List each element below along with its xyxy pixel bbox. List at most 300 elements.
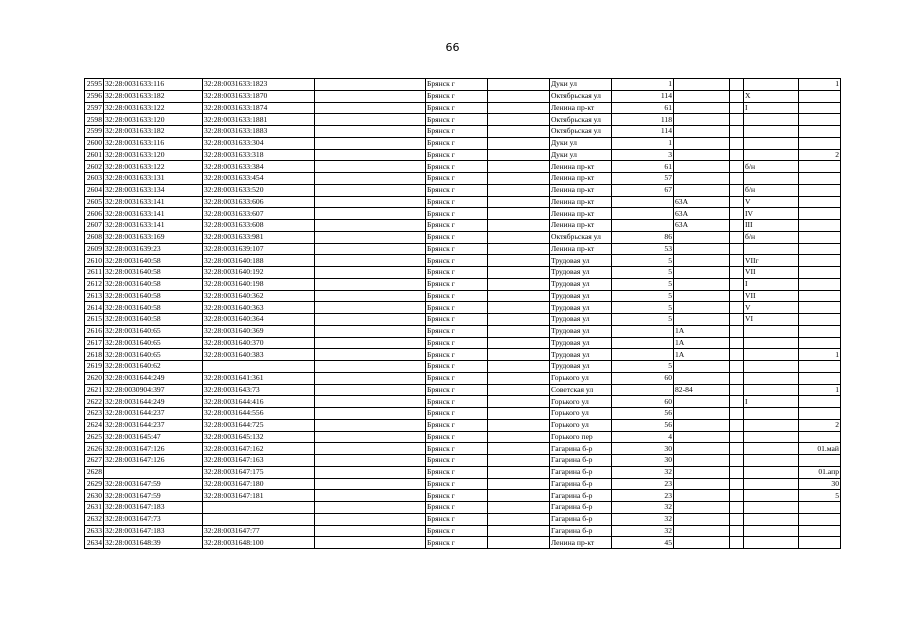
room-number-cell: V (744, 302, 799, 314)
object-number-cell (203, 513, 315, 525)
city-cell: Брянск г (426, 114, 488, 126)
house-letter-cell (674, 431, 730, 443)
city-cell: Брянск г (426, 513, 488, 525)
parcel-number-cell: 32:28:0031633:116 (104, 137, 203, 149)
room-number-cell (744, 149, 799, 161)
col-4-cell (315, 220, 426, 232)
house-number-cell: 53 (612, 243, 674, 255)
apartment-cell (799, 290, 841, 302)
col-6-cell (488, 384, 550, 396)
row-number-cell: 2616 (85, 325, 104, 337)
col-4-cell (315, 443, 426, 455)
house-letter-cell (674, 513, 730, 525)
apartment-cell (799, 302, 841, 314)
street-cell: Дуки ул (550, 79, 612, 91)
col-10-cell (730, 455, 744, 467)
row-number-cell: 2603 (85, 173, 104, 185)
object-number-cell: 32:28:0031647:181 (203, 490, 315, 502)
city-cell: Брянск г (426, 325, 488, 337)
house-letter-cell (674, 419, 730, 431)
city-cell: Брянск г (426, 79, 488, 91)
house-number-cell: 5 (612, 255, 674, 267)
row-number-cell: 2619 (85, 361, 104, 373)
row-number-cell: 2598 (85, 114, 104, 126)
house-number-cell: 60 (612, 372, 674, 384)
table-row (85, 384, 841, 396)
room-number-cell: V (744, 196, 799, 208)
col-6-cell (488, 126, 550, 138)
table-row (85, 220, 841, 232)
apartment-cell (799, 243, 841, 255)
object-number-cell: 32:28:0031640:364 (203, 314, 315, 326)
house-letter-cell (674, 478, 730, 490)
object-number-cell: 32:28:0031633:384 (203, 161, 315, 173)
row-number-cell: 2628 (85, 466, 104, 478)
parcel-number-cell: 32:28:0031640:65 (104, 325, 203, 337)
house-number-cell (612, 325, 674, 337)
col-4-cell (315, 267, 426, 279)
table-row (85, 149, 841, 161)
apartment-cell: 2 (799, 149, 841, 161)
col-4-cell (315, 478, 426, 490)
object-number-cell: 32:28:0031633:1823 (203, 79, 315, 91)
col-4-cell (315, 349, 426, 361)
table-row (85, 243, 841, 255)
apartment-cell (799, 372, 841, 384)
col-6-cell (488, 208, 550, 220)
parcel-number-cell: 32:28:0031633:182 (104, 126, 203, 138)
apartment-cell (799, 337, 841, 349)
house-number-cell: 1 (612, 137, 674, 149)
room-number-cell (744, 537, 799, 549)
row-number-cell: 2612 (85, 278, 104, 290)
street-cell: Трудовая ул (550, 290, 612, 302)
parcel-number-cell: 32:28:0031640:62 (104, 361, 203, 373)
street-cell: Трудовая ул (550, 314, 612, 326)
room-number-cell: б/н (744, 184, 799, 196)
col-10-cell (730, 290, 744, 302)
house-number-cell: 5 (612, 302, 674, 314)
row-number-cell: 2611 (85, 267, 104, 279)
city-cell: Брянск г (426, 361, 488, 373)
col-4-cell (315, 278, 426, 290)
house-number-cell: 118 (612, 114, 674, 126)
parcel-number-cell: 32:28:0031647:183 (104, 525, 203, 537)
apartment-cell (799, 278, 841, 290)
apartment-cell (799, 126, 841, 138)
parcel-number-cell: 32:28:0031640:58 (104, 278, 203, 290)
house-letter-cell (674, 173, 730, 185)
col-4-cell (315, 173, 426, 185)
apartment-cell (799, 184, 841, 196)
city-cell: Брянск г (426, 126, 488, 138)
col-6-cell (488, 478, 550, 490)
street-cell: Ленина пр-кт (550, 537, 612, 549)
object-number-cell: 32:28:0031641:361 (203, 372, 315, 384)
parcel-number-cell: 32:28:0030904:397 (104, 384, 203, 396)
parcel-number-cell: 32:28:0031633:141 (104, 196, 203, 208)
city-cell: Брянск г (426, 502, 488, 514)
table-row (85, 490, 841, 502)
apartment-cell (799, 231, 841, 243)
col-10-cell (730, 325, 744, 337)
apartment-cell (799, 114, 841, 126)
parcel-number-cell: 32:28:0031640:65 (104, 337, 203, 349)
apartment-cell (799, 102, 841, 114)
row-number-cell: 2621 (85, 384, 104, 396)
street-cell: Ленина пр-кт (550, 173, 612, 185)
city-cell: Брянск г (426, 196, 488, 208)
apartment-cell (799, 325, 841, 337)
row-number-cell: 2617 (85, 337, 104, 349)
col-10-cell (730, 231, 744, 243)
house-number-cell: 60 (612, 396, 674, 408)
street-cell: Октябрьская ул (550, 231, 612, 243)
col-4-cell (315, 455, 426, 467)
col-4-cell (315, 149, 426, 161)
col-10-cell (730, 149, 744, 161)
row-number-cell: 2597 (85, 102, 104, 114)
apartment-cell: 2 (799, 419, 841, 431)
apartment-cell (799, 90, 841, 102)
col-4-cell (315, 384, 426, 396)
street-cell: Ленина пр-кт (550, 196, 612, 208)
street-cell: Гагарина б-р (550, 455, 612, 467)
room-number-cell: I (744, 278, 799, 290)
city-cell: Брянск г (426, 255, 488, 267)
room-number-cell (744, 466, 799, 478)
house-number-cell: 5 (612, 278, 674, 290)
col-6-cell (488, 196, 550, 208)
house-letter-cell (674, 102, 730, 114)
col-6-cell (488, 302, 550, 314)
col-10-cell (730, 79, 744, 91)
object-number-cell: 32:28:0031640:198 (203, 278, 315, 290)
apartment-cell: 1 (799, 349, 841, 361)
col-6-cell (488, 431, 550, 443)
house-number-cell: 32 (612, 502, 674, 514)
city-cell: Брянск г (426, 149, 488, 161)
apartment-cell (799, 502, 841, 514)
street-cell: Гагарина б-р (550, 525, 612, 537)
house-letter-cell (674, 90, 730, 102)
house-letter-cell (674, 149, 730, 161)
table-row (85, 513, 841, 525)
house-letter-cell (674, 466, 730, 478)
col-10-cell (730, 419, 744, 431)
city-cell: Брянск г (426, 243, 488, 255)
col-6-cell (488, 408, 550, 420)
table-row (85, 137, 841, 149)
col-6-cell (488, 231, 550, 243)
apartment-cell (799, 537, 841, 549)
col-6-cell (488, 537, 550, 549)
table-row (85, 126, 841, 138)
row-number-cell: 2595 (85, 79, 104, 91)
row-number-cell: 2604 (85, 184, 104, 196)
parcel-number-cell: 32:28:0031647:183 (104, 502, 203, 514)
house-number-cell: 3 (612, 149, 674, 161)
house-letter-cell (674, 525, 730, 537)
city-cell: Брянск г (426, 478, 488, 490)
street-cell: Горького ул (550, 419, 612, 431)
house-number-cell: 67 (612, 184, 674, 196)
col-4-cell (315, 114, 426, 126)
room-number-cell (744, 337, 799, 349)
house-letter-cell (674, 184, 730, 196)
room-number-cell (744, 455, 799, 467)
row-number-cell: 2601 (85, 149, 104, 161)
street-cell: Гагарина б-р (550, 478, 612, 490)
city-cell: Брянск г (426, 208, 488, 220)
street-cell: Дуки ул (550, 149, 612, 161)
col-6-cell (488, 290, 550, 302)
house-number-cell (612, 349, 674, 361)
apartment-cell: 5 (799, 490, 841, 502)
street-cell: Дуки ул (550, 137, 612, 149)
room-number-cell (744, 361, 799, 373)
col-6-cell (488, 466, 550, 478)
row-number-cell: 2632 (85, 513, 104, 525)
house-letter-cell (674, 137, 730, 149)
object-number-cell: 32:28:0031633:1881 (203, 114, 315, 126)
row-number-cell: 2626 (85, 443, 104, 455)
col-4-cell (315, 208, 426, 220)
room-number-cell (744, 490, 799, 502)
city-cell: Брянск г (426, 431, 488, 443)
street-cell: Ленина пр-кт (550, 220, 612, 232)
room-number-cell (744, 173, 799, 185)
house-number-cell: 5 (612, 314, 674, 326)
col-4-cell (315, 255, 426, 267)
apartment-cell (799, 361, 841, 373)
page-number: 66 (445, 41, 460, 54)
street-cell: Ленина пр-кт (550, 102, 612, 114)
apartment-cell (799, 455, 841, 467)
col-10-cell (730, 314, 744, 326)
street-cell: Трудовая ул (550, 302, 612, 314)
col-6-cell (488, 419, 550, 431)
street-cell: Горького ул (550, 396, 612, 408)
col-10-cell (730, 173, 744, 185)
col-6-cell (488, 513, 550, 525)
house-letter-cell (674, 502, 730, 514)
col-4-cell (315, 337, 426, 349)
col-10-cell (730, 196, 744, 208)
house-letter-cell (674, 231, 730, 243)
house-number-cell (612, 220, 674, 232)
city-cell: Брянск г (426, 372, 488, 384)
parcel-number-cell: 32:28:0031647:126 (104, 455, 203, 467)
house-letter-cell (674, 161, 730, 173)
col-6-cell (488, 372, 550, 384)
object-number-cell: 32:28:0031640:369 (203, 325, 315, 337)
apartment-cell (799, 208, 841, 220)
col-10-cell (730, 361, 744, 373)
table-row (85, 537, 841, 549)
room-number-cell: IV (744, 208, 799, 220)
object-number-cell: 32:28:0031633:318 (203, 149, 315, 161)
city-cell: Брянск г (426, 302, 488, 314)
table-row (85, 361, 841, 373)
col-6-cell (488, 255, 550, 267)
col-6-cell (488, 161, 550, 173)
object-number-cell: 32:28:0031640:363 (203, 302, 315, 314)
parcel-number-cell: 32:28:0031647:59 (104, 490, 203, 502)
object-number-cell: 32:28:0031648:100 (203, 537, 315, 549)
col-6-cell (488, 314, 550, 326)
col-6-cell (488, 278, 550, 290)
col-4-cell (315, 196, 426, 208)
house-number-cell: 114 (612, 126, 674, 138)
object-number-cell: 32:28:0031647:163 (203, 455, 315, 467)
apartment-cell (799, 137, 841, 149)
house-letter-cell: 82-84 (674, 384, 730, 396)
parcel-number-cell: 32:28:0031640:58 (104, 302, 203, 314)
apartment-cell (799, 513, 841, 525)
parcel-number-cell: 32:28:0031640:58 (104, 267, 203, 279)
col-10-cell (730, 478, 744, 490)
table-row (85, 114, 841, 126)
col-4-cell (315, 302, 426, 314)
street-cell: Октябрьская ул (550, 126, 612, 138)
street-cell: Трудовая ул (550, 267, 612, 279)
col-10-cell (730, 278, 744, 290)
row-number-cell: 2614 (85, 302, 104, 314)
col-4-cell (315, 525, 426, 537)
col-10-cell (730, 372, 744, 384)
apartment-cell (799, 161, 841, 173)
room-number-cell: VII (744, 290, 799, 302)
house-letter-cell (674, 267, 730, 279)
object-number-cell: 32:28:0031643:73 (203, 384, 315, 396)
room-number-cell (744, 349, 799, 361)
col-4-cell (315, 137, 426, 149)
col-6-cell (488, 502, 550, 514)
col-6-cell (488, 243, 550, 255)
table-row (85, 396, 841, 408)
col-6-cell (488, 137, 550, 149)
row-number-cell: 2615 (85, 314, 104, 326)
parcel-number-cell: 32:28:0031647:73 (104, 513, 203, 525)
apartment-cell: 01.май (799, 443, 841, 455)
col-4-cell (315, 102, 426, 114)
parcel-number-cell: 32:28:0031633:169 (104, 231, 203, 243)
col-4-cell (315, 79, 426, 91)
col-10-cell (730, 337, 744, 349)
col-4-cell (315, 231, 426, 243)
street-cell: Ленина пр-кт (550, 243, 612, 255)
street-cell: Ленина пр-кт (550, 161, 612, 173)
col-4-cell (315, 408, 426, 420)
house-number-cell: 5 (612, 361, 674, 373)
parcel-number-cell: 32:28:0031648:39 (104, 537, 203, 549)
house-letter-cell: 1А (674, 325, 730, 337)
col-10-cell (730, 490, 744, 502)
house-letter-cell (674, 408, 730, 420)
col-4-cell (315, 90, 426, 102)
row-number-cell: 2631 (85, 502, 104, 514)
house-letter-cell (674, 278, 730, 290)
object-number-cell: 32:28:0031645:132 (203, 431, 315, 443)
col-10-cell (730, 114, 744, 126)
table-row (85, 79, 841, 91)
table-row (85, 349, 841, 361)
parcel-number-cell: 32:28:0031633:141 (104, 220, 203, 232)
house-number-cell: 57 (612, 173, 674, 185)
col-4-cell (315, 396, 426, 408)
row-number-cell: 2620 (85, 372, 104, 384)
house-letter-cell (674, 290, 730, 302)
table-row (85, 478, 841, 490)
object-number-cell: 32:28:0031633:981 (203, 231, 315, 243)
apartment-cell (799, 255, 841, 267)
col-4-cell (315, 490, 426, 502)
house-letter-cell: 63А (674, 220, 730, 232)
house-letter-cell: 63А (674, 208, 730, 220)
house-number-cell: 86 (612, 231, 674, 243)
row-number-cell: 2613 (85, 290, 104, 302)
street-cell: Октябрьская ул (550, 90, 612, 102)
parcel-number-cell: 32:28:0031633:182 (104, 90, 203, 102)
table-row (85, 443, 841, 455)
object-number-cell: 32:28:0031644:416 (203, 396, 315, 408)
object-number-cell: 32:28:0031633:1874 (203, 102, 315, 114)
room-number-cell: I (744, 396, 799, 408)
col-4-cell (315, 466, 426, 478)
row-number-cell: 2618 (85, 349, 104, 361)
col-4-cell (315, 243, 426, 255)
street-cell: Трудовая ул (550, 361, 612, 373)
table-row (85, 466, 841, 478)
room-number-cell (744, 325, 799, 337)
object-number-cell: 32:28:0031633:607 (203, 208, 315, 220)
col-4-cell (315, 419, 426, 431)
city-cell: Брянск г (426, 349, 488, 361)
apartment-cell (799, 267, 841, 279)
house-number-cell: 5 (612, 290, 674, 302)
table-row (85, 455, 841, 467)
object-number-cell: 32:28:0031640:370 (203, 337, 315, 349)
row-number-cell: 2624 (85, 419, 104, 431)
city-cell: Брянск г (426, 419, 488, 431)
house-number-cell (612, 208, 674, 220)
house-number-cell (612, 384, 674, 396)
parcel-number-cell: 32:28:0031640:58 (104, 314, 203, 326)
apartment-cell (799, 173, 841, 185)
col-10-cell (730, 443, 744, 455)
street-cell: Горького ул (550, 372, 612, 384)
room-number-cell: III (744, 220, 799, 232)
col-10-cell (730, 466, 744, 478)
room-number-cell (744, 443, 799, 455)
house-number-cell: 32 (612, 513, 674, 525)
city-cell: Брянск г (426, 490, 488, 502)
parcel-number-cell: 32:28:0031647:59 (104, 478, 203, 490)
col-10-cell (730, 102, 744, 114)
house-letter-cell (674, 537, 730, 549)
house-number-cell (612, 196, 674, 208)
room-number-cell (744, 79, 799, 91)
apartment-cell (799, 408, 841, 420)
parcel-number-cell: 32:28:0031633:122 (104, 161, 203, 173)
house-letter-cell (674, 255, 730, 267)
street-cell: Советская ул (550, 384, 612, 396)
row-number-cell: 2609 (85, 243, 104, 255)
parcel-number-cell: 32:28:0031640:65 (104, 349, 203, 361)
object-number-cell: 32:28:0031644:725 (203, 419, 315, 431)
col-6-cell (488, 79, 550, 91)
